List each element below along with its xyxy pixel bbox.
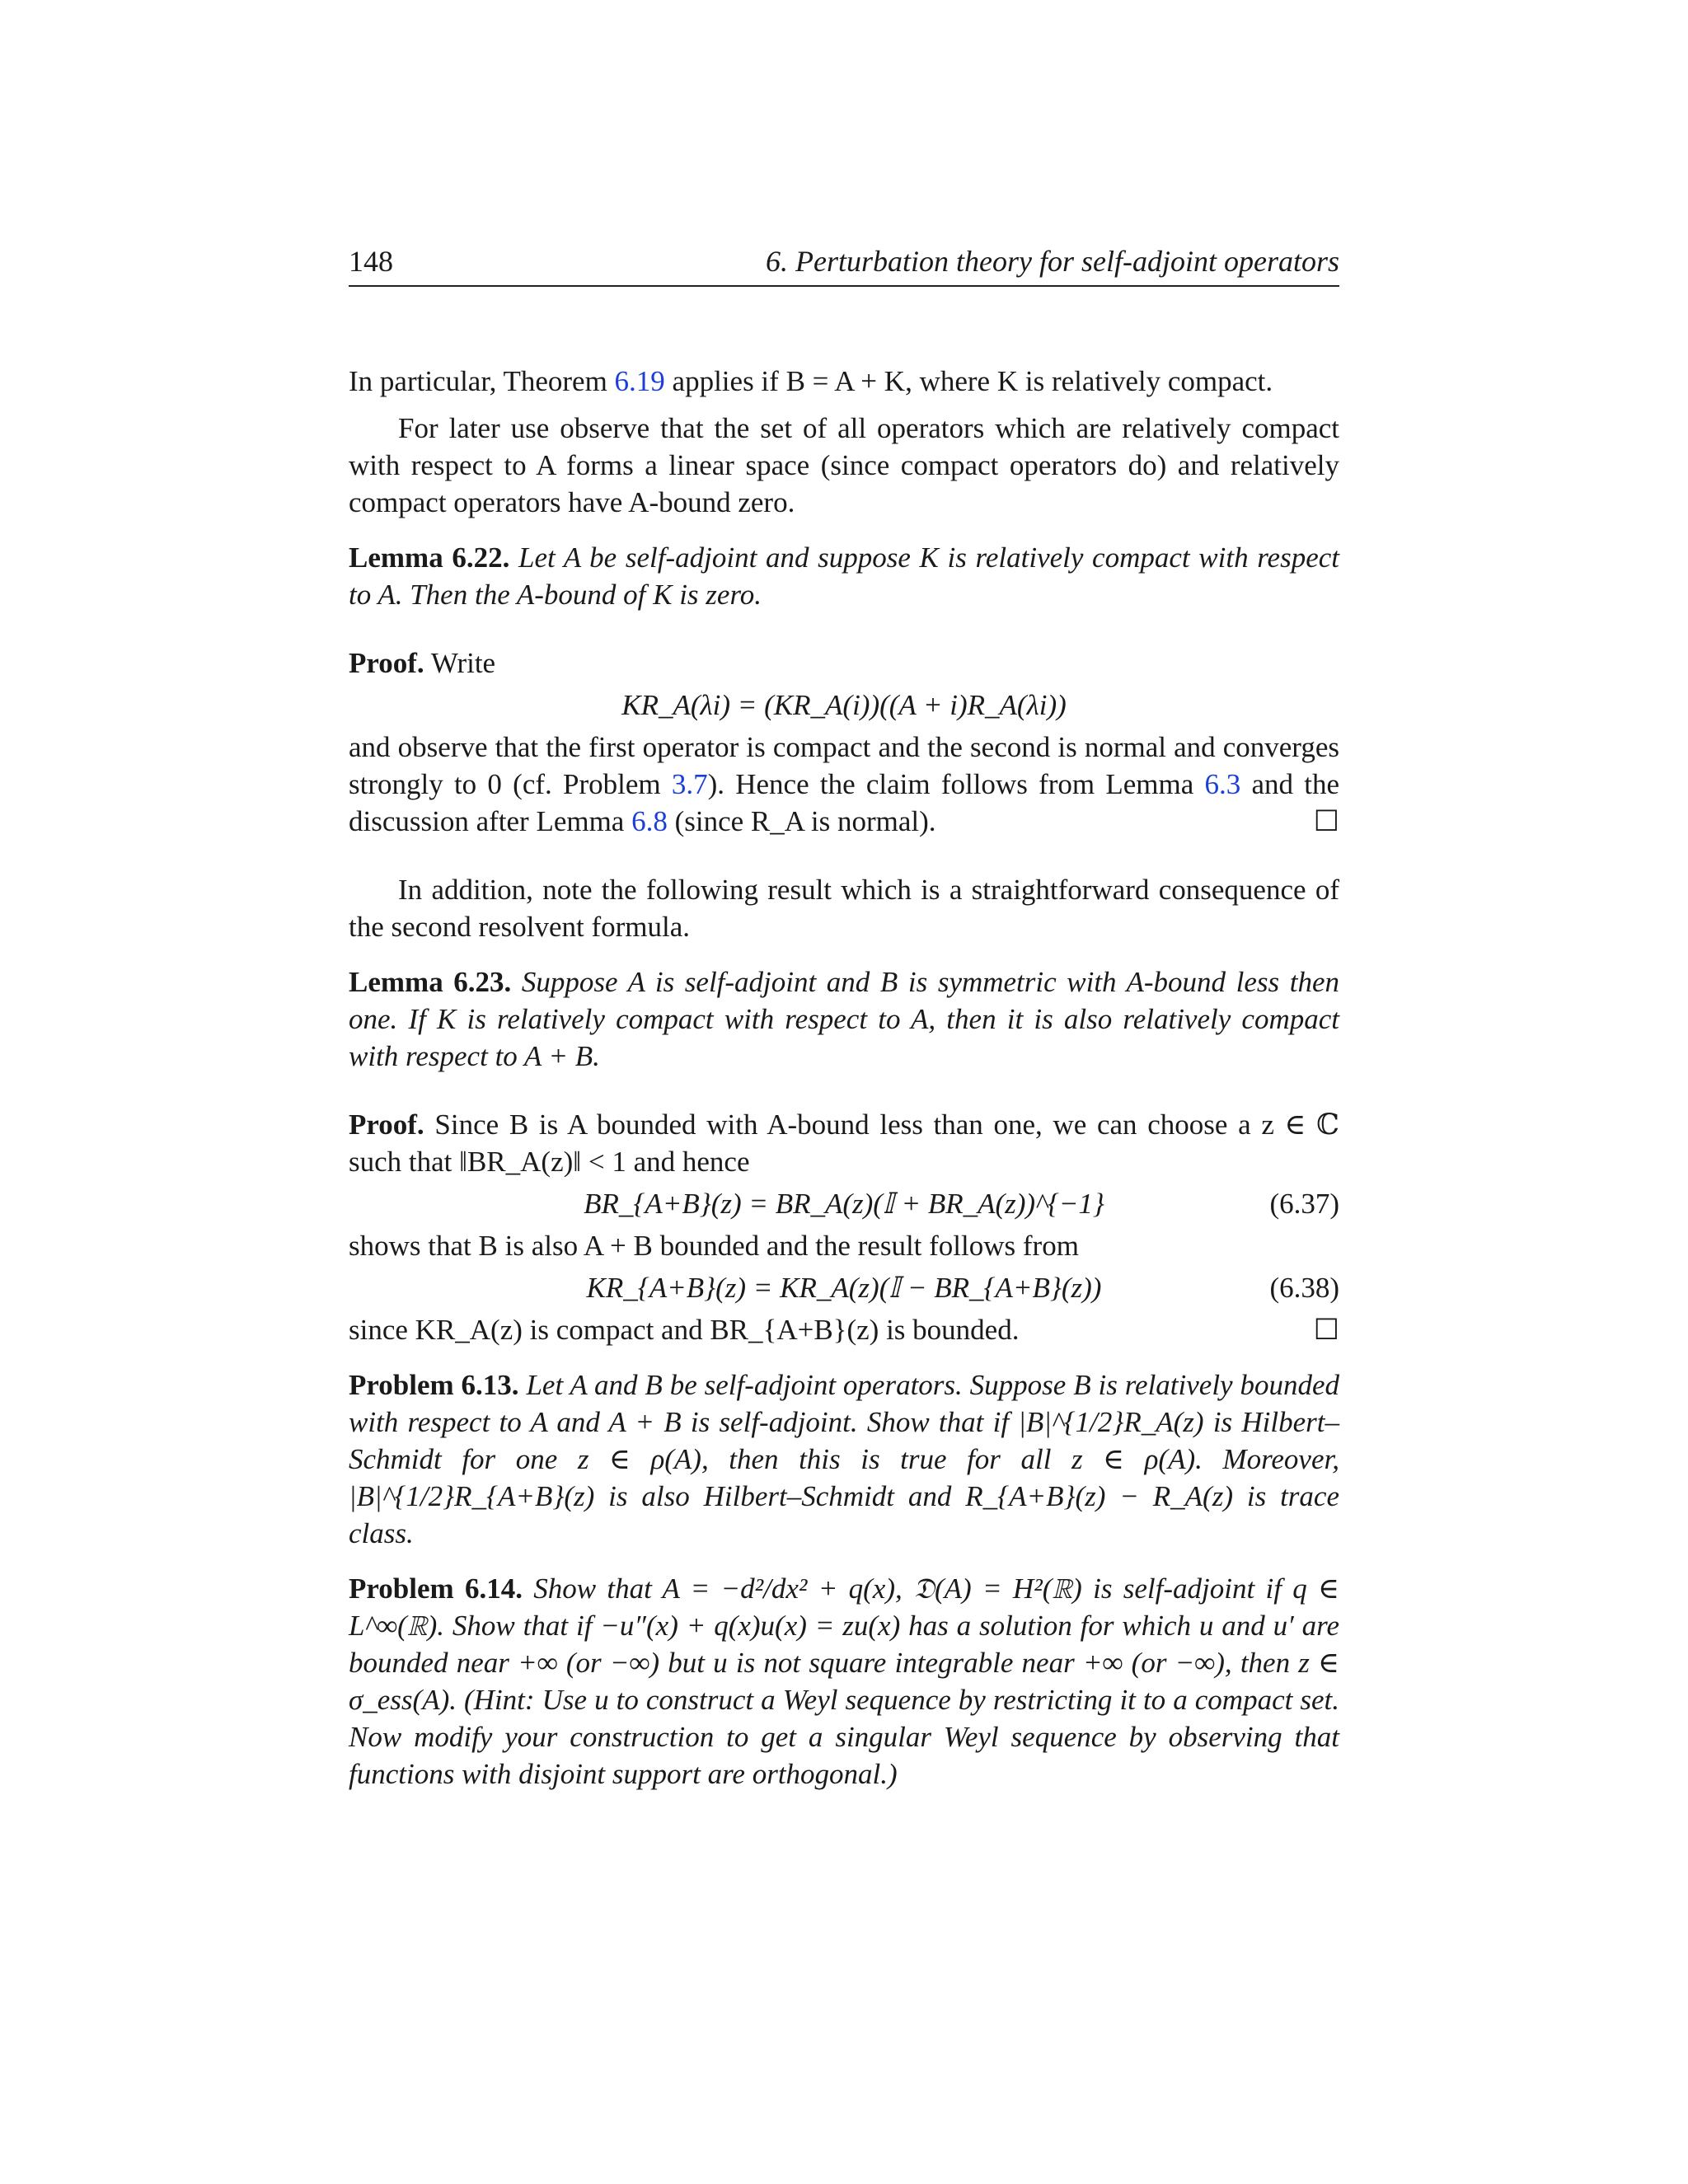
equation-number: (6.37) (1269, 1188, 1339, 1220)
qed-symbol: ☐ (1313, 1314, 1339, 1346)
running-header (349, 243, 1339, 287)
paragraph-2: For later use observe that the set of all operators which are relatively compact with respect to A forms a linear space (since compact operators do) and relatively compact operators have A-bound zero. (349, 412, 1339, 518)
problem-6-14: Problem 6.14. Show that A = −d²/dx² + q(x), 𝔇(A) = H²(ℝ) is self-adjoint if q ∈ L^∞(ℝ). Show that if −u″(x) + q(x)u(x) = zu(x) has a solution for which u and u′ are bounded near +∞ (or −∞) but u is not square integrable near +∞ (or −∞), then z ∈ σ_ess(A). (Hint: Use u to construct a Weyl sequence by restricting it to a compact set. Now modify your construction to get a singular Weyl sequence by observing that functions with disjoint support are orthogonal.) (349, 1572, 1339, 1790)
ref-problem-3-7[interactable]: 3.7 (671, 768, 708, 800)
chapter-title: 6. Perturbation theory for self-adjoint operators (766, 245, 1339, 278)
lemma-label: Lemma 6.23. (349, 966, 512, 998)
page (349, 243, 1339, 1793)
page-body (349, 363, 1339, 1793)
proof-lemma-6-22: Proof. Write KR_A(λi) = (KR_A(i))((A + i)R_A(λi)) and observe that the first operator is compact and the second is normal and converges strongly to 0 (cf. Problem 3.7). Hence the claim follows from Lemma 6.3 and the discussion after Lemma 6.8 (since R_A is normal). ☐ (349, 644, 1339, 840)
lemma-label: Lemma 6.22. (349, 541, 510, 574)
lemma-6-22: Lemma 6.22. Let A be self-adjoint and suppose K is relatively compact with respect to A. Then the A-bound of K is zero. (349, 541, 1339, 611)
lemma-6-23: Lemma 6.23. Suppose A is self-adjoint and B is symmetric with A-bound less then one. If K is relatively compact with respect to A, then it is also relatively compact with respect to A + B. (349, 966, 1339, 1072)
equation-6-37: BR_{A+B}(z) = BR_A(z)(𝕀 + BR_A(z))^{−1} (6.37) (349, 1185, 1339, 1222)
proof-text: shows that B is also A + B bounded and the result follows from (349, 1230, 1079, 1262)
equation-number: (6.38) (1269, 1272, 1339, 1304)
proof-label: Proof. (349, 1108, 424, 1141)
ref-lemma-6-8[interactable]: 6.8 (631, 805, 668, 837)
ref-lemma-6-3[interactable]: 6.3 (1204, 768, 1241, 800)
proof-label: Proof. (349, 647, 424, 679)
equation: KR_A(λi) = (KR_A(i))((A + i)R_A(λi)) (621, 689, 1067, 721)
page-number: 148 (349, 245, 393, 278)
paragraph-3: In addition, note the following result which is a straightforward consequence of the second resolvent formula. (349, 874, 1339, 943)
problem-label: Problem 6.13. (349, 1369, 519, 1401)
problem-label: Problem 6.14. (349, 1572, 523, 1605)
equation-6-38: KR_{A+B}(z) = KR_A(z)(𝕀 − BR_{A+B}(z)) (6.38) (349, 1269, 1339, 1306)
paragraph-1: In particular, Theorem 6.19 applies if B = A + K, where K is relatively compact. (349, 365, 1273, 397)
qed-symbol: ☐ (1313, 805, 1339, 837)
proof-lemma-6-23: Proof. Since B is A bounded with A-bound less than one, we can choose a z ∈ ℂ such that ‖BR_A(z)‖ < 1 and hence BR_{A+B}(z) = BR_A(z)(𝕀 + BR_A(z))^{−1} (6.37) shows that B is also A + B bounded and the result follows from KR_{A+B}(z) = KR_A(z)(𝕀 − BR_{A+B}(z)) (6.38) since KR_A(z) is compact and BR_{A+B}(z) is bounded. ☐ (349, 1106, 1339, 1348)
ref-theorem-6-19[interactable]: 6.19 (614, 365, 665, 397)
problem-6-13: Problem 6.13. Let A and B be self-adjoint operators. Suppose B is relatively bounded with respect to A and A + B is self-adjoint. Show that if |B|^{1/2}R_A(z) is Hilbert–Schmidt for one z ∈ ρ(A), then this is true for all z ∈ ρ(A). Moreover, |B|^{1/2}R_{A+B}(z) is also Hilbert–Schmidt and R_{A+B}(z) − R_A(z) is trace class. (349, 1369, 1339, 1549)
